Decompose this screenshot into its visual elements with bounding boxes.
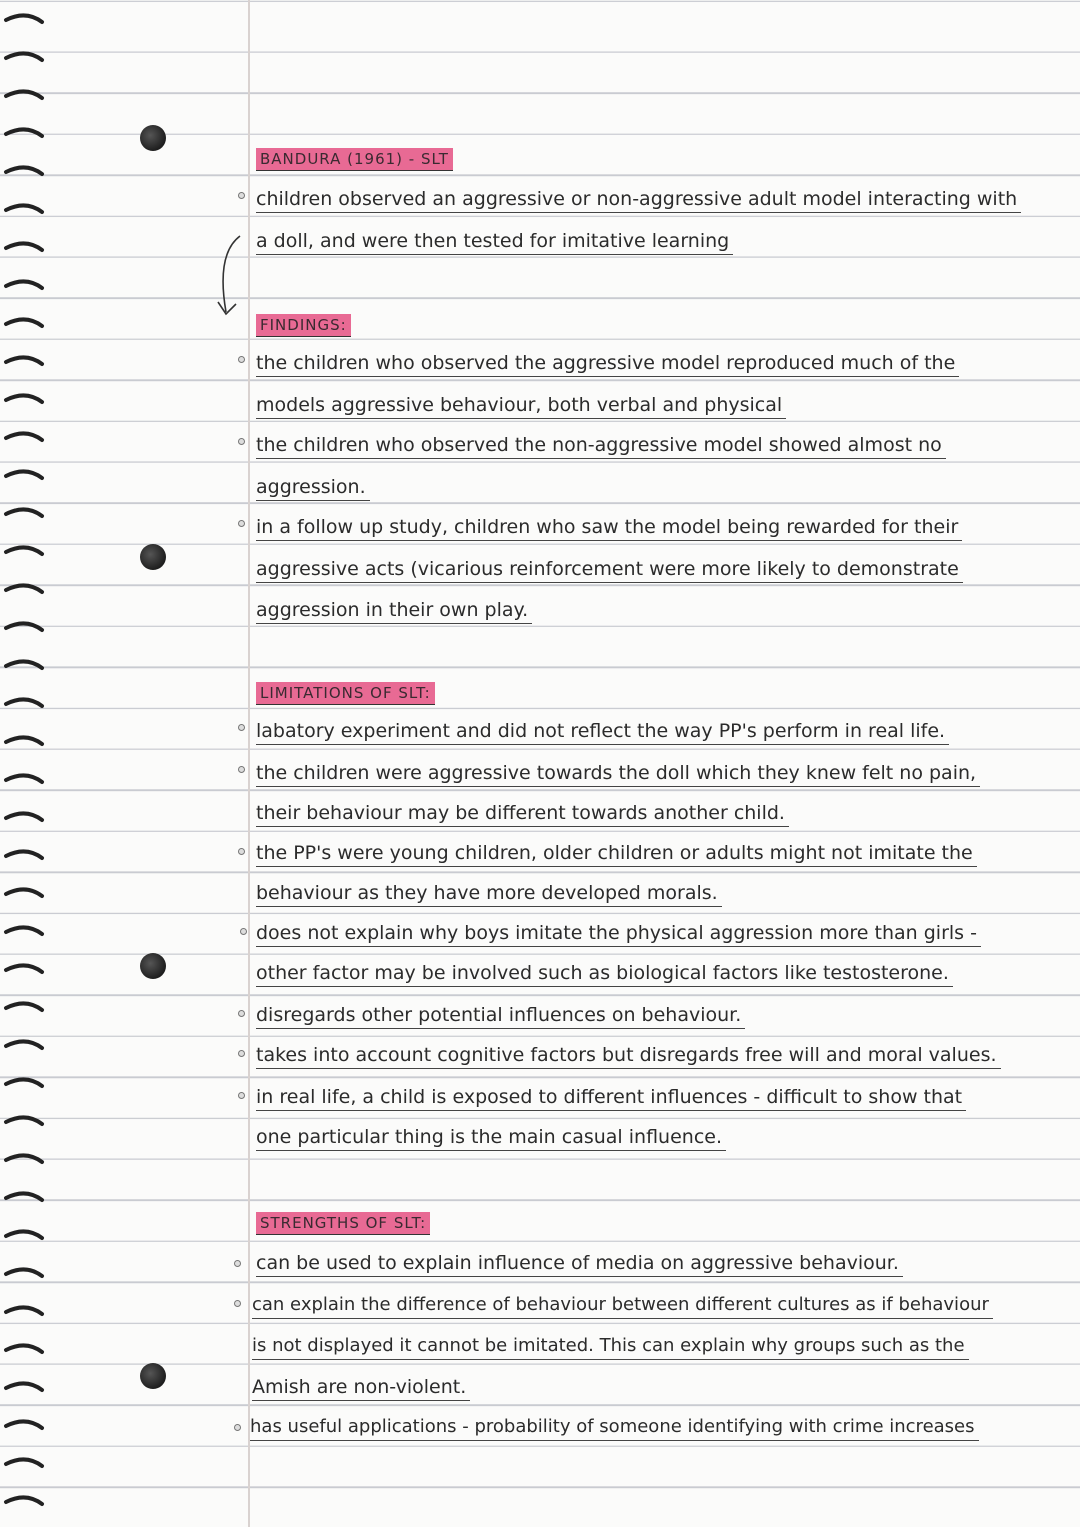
bullet — [238, 848, 245, 855]
arrow-icon — [212, 232, 252, 328]
text-line: one particular thing is the main casual influence. — [256, 1124, 726, 1151]
text-line: the children were aggressive towards the doll which they knew felt no pain, — [256, 760, 980, 787]
bullet — [234, 1300, 241, 1307]
text-line: aggression in their own play. — [256, 597, 532, 624]
bandura-heading: BANDURA (1961) - SLT — [256, 148, 453, 171]
punch-hole — [140, 953, 166, 979]
text-line: in real life, a child is exposed to different influences - difficult to show that — [256, 1084, 966, 1111]
findings-heading: FINDINGS: — [256, 314, 351, 337]
text-line: their behaviour may be different towards another child. — [256, 800, 789, 827]
punch-hole — [140, 1363, 166, 1389]
limitations-heading: LIMITATIONS OF SLT: — [256, 682, 435, 705]
bullet — [240, 928, 247, 935]
text-line: behaviour as they have more developed morals. — [256, 880, 722, 907]
text-line: disregards other potential influences on behaviour. — [256, 1002, 745, 1029]
text-line: the PP's were young children, older children or adults might not imitate the — [256, 840, 977, 867]
text-line: can be used to explain influence of media on aggressive behaviour. — [256, 1250, 903, 1277]
text-line: other factor may be involved such as biological factors like testosterone. — [256, 960, 953, 987]
text-line: children observed an aggressive or non-aggressive adult model interacting with — [256, 186, 1021, 213]
punch-hole — [140, 544, 166, 570]
text-line: has useful applications - probability of someone identifying with crime increases — [250, 1414, 979, 1441]
bullet — [238, 1092, 245, 1099]
text-line: aggression. — [256, 474, 370, 501]
text-line: is not displayed it cannot be imitated. This can explain why groups such as the — [252, 1333, 969, 1360]
bullet — [234, 1260, 241, 1267]
text-line: the children who observed the aggressive model reproduced much of the — [256, 350, 959, 377]
spiral-binding — [0, 0, 48, 1527]
bullet — [238, 356, 245, 363]
text-line: the children who observed the non-aggressive model showed almost no — [256, 432, 946, 459]
bullet — [238, 438, 245, 445]
text-line: Amish are non-violent. — [252, 1374, 470, 1401]
bullet — [238, 192, 245, 199]
text-line: does not explain why boys imitate the physical aggression more than girls - — [256, 920, 981, 947]
strengths-heading: STRENGTHS OF SLT: — [256, 1212, 430, 1235]
bullet — [238, 724, 245, 731]
punch-hole — [140, 125, 166, 151]
bullet — [238, 766, 245, 773]
text-line: takes into account cognitive factors but disregards free will and moral values. — [256, 1042, 1001, 1069]
bullet — [238, 1050, 245, 1057]
text-line: models aggressive behaviour, both verbal and physical — [256, 392, 786, 419]
text-line: a doll, and were then tested for imitative learning — [256, 228, 733, 255]
text-line: labatory experiment and did not reflect the way PP's perform in real life. — [256, 718, 949, 745]
text-line: aggressive acts (vicarious reinforcement were more likely to demonstrate — [256, 556, 963, 583]
bullet — [234, 1424, 241, 1431]
margin-line — [248, 0, 250, 1527]
text-line: in a follow up study, children who saw the model being rewarded for their — [256, 514, 962, 541]
bullet — [238, 520, 245, 527]
text-line: can explain the difference of behaviour between different cultures as if behaviour — [252, 1292, 993, 1319]
bullet — [238, 1010, 245, 1017]
